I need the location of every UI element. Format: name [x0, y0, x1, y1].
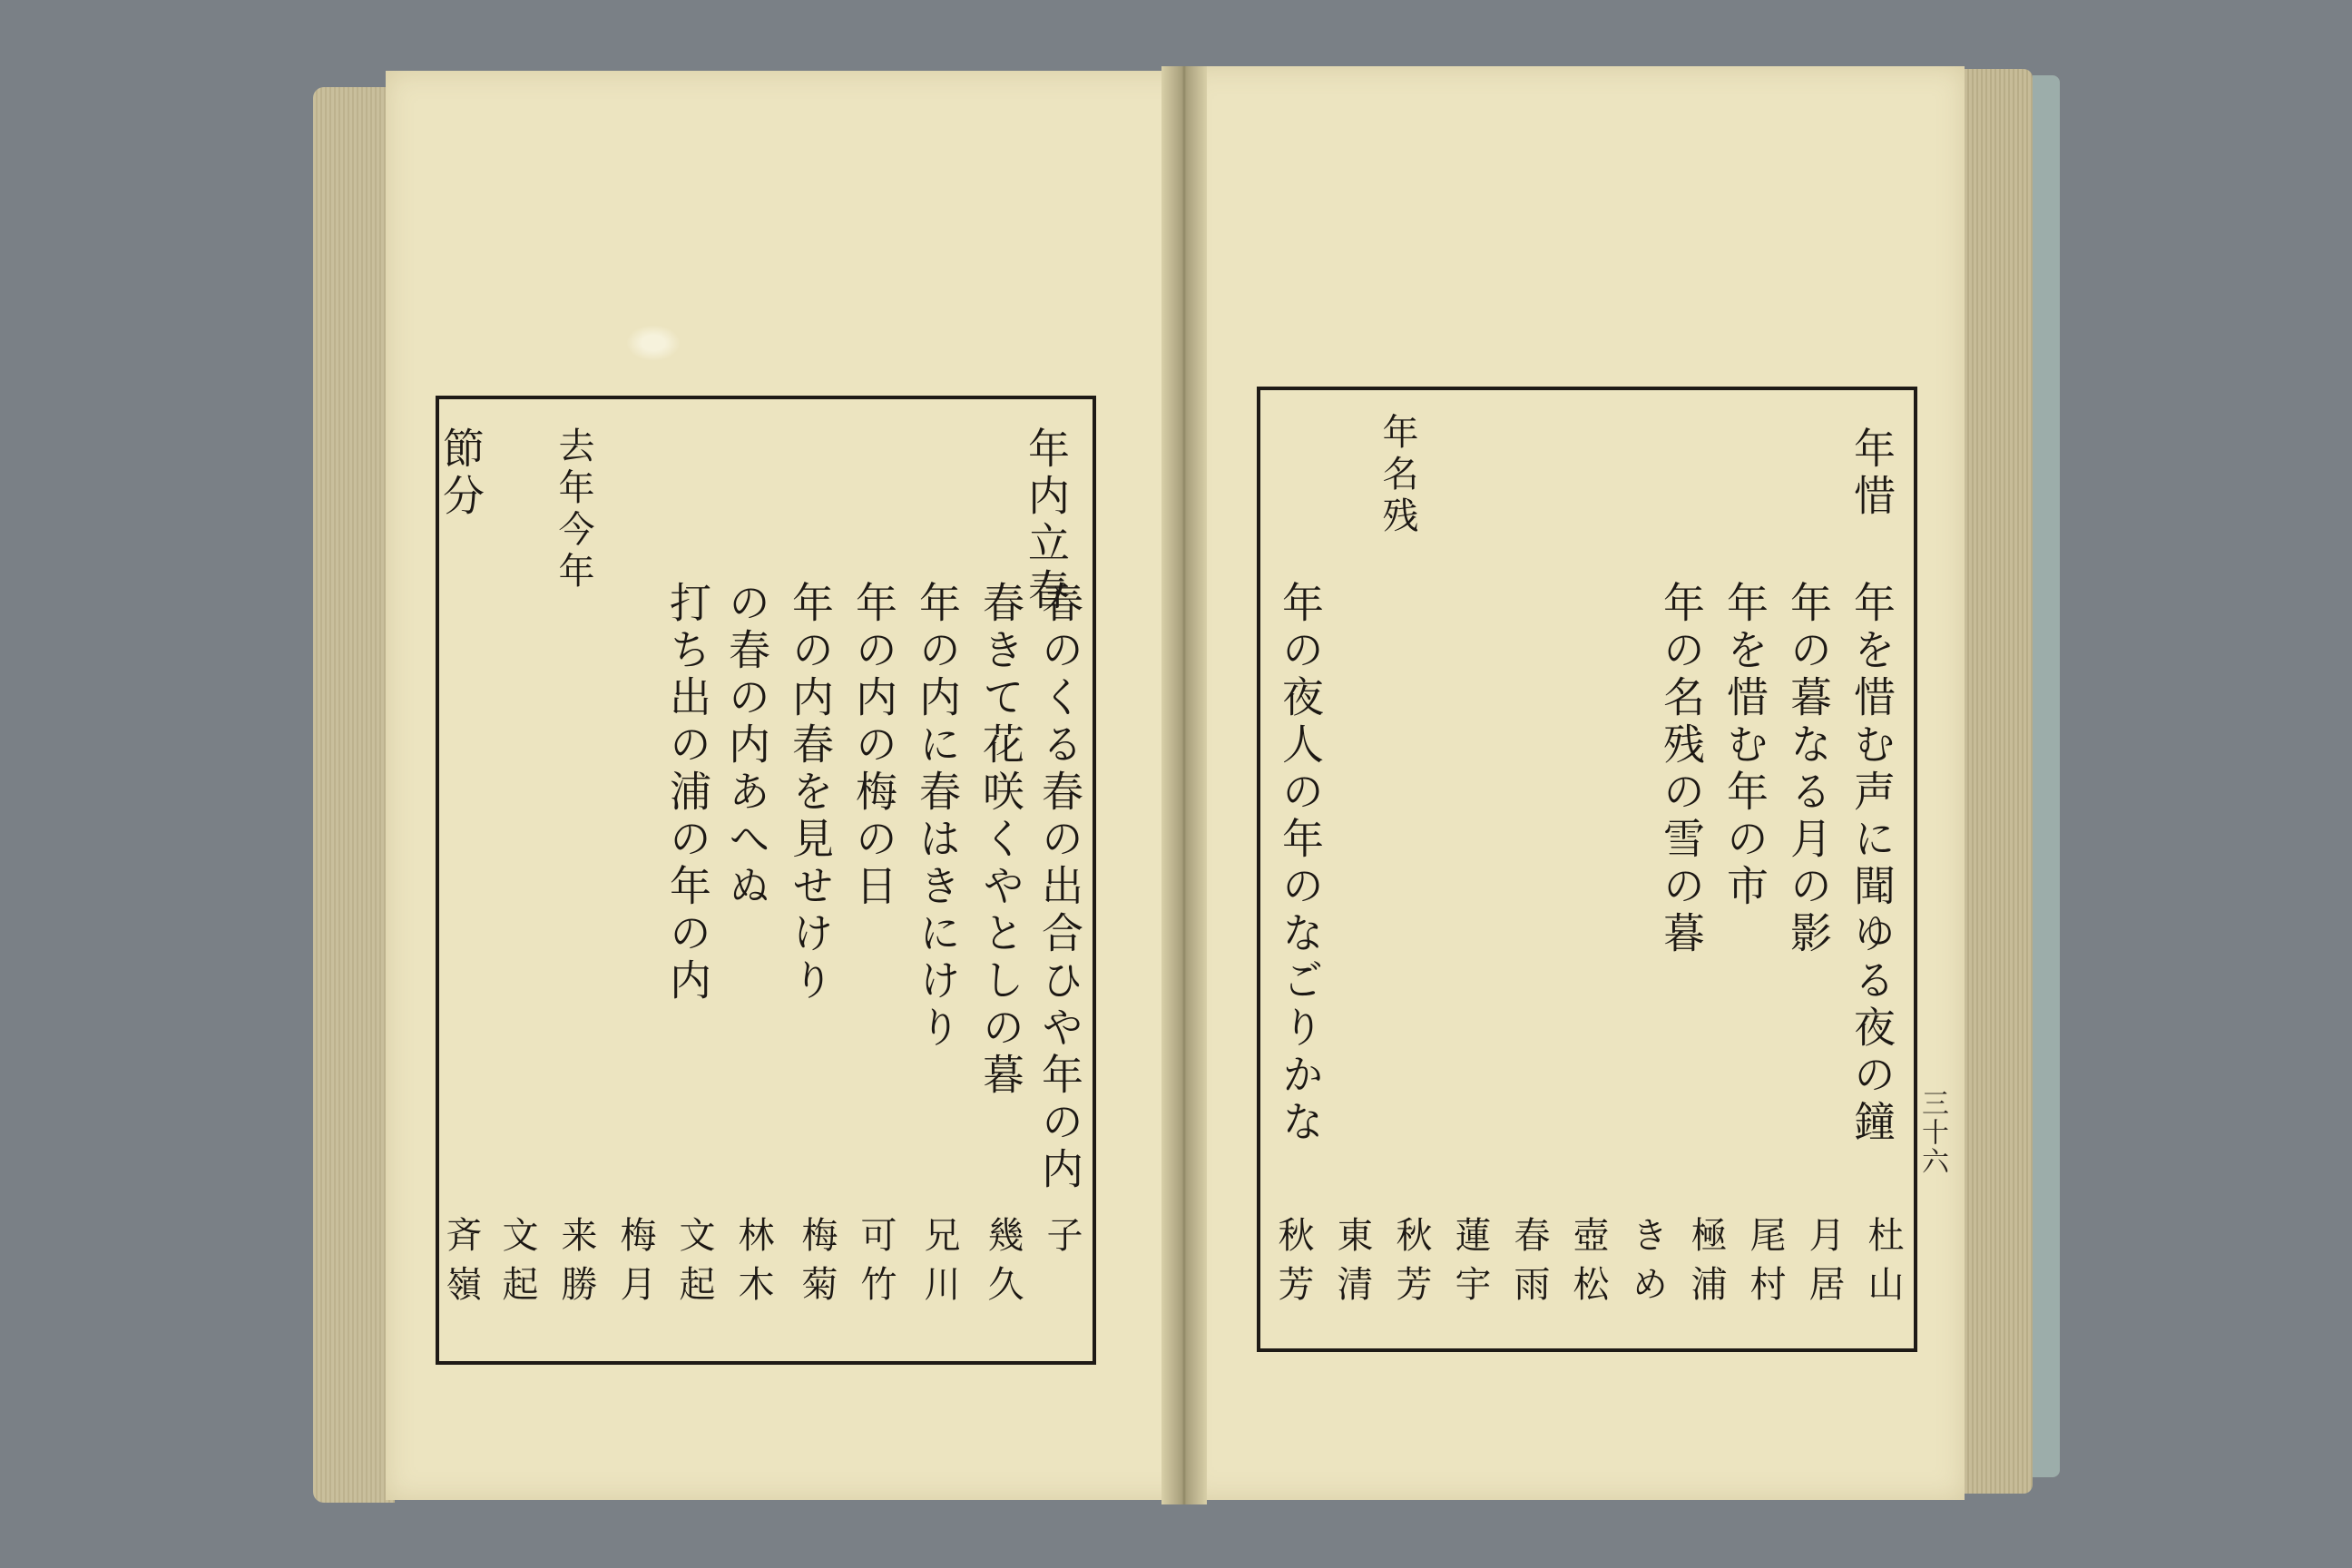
- author-name: 来勝: [555, 1216, 597, 1314]
- heading: 年名残: [1377, 413, 1418, 538]
- author-name: 東清: [1331, 1216, 1373, 1314]
- heading: 去年今年: [553, 426, 594, 593]
- author-name: 春雨: [1508, 1216, 1550, 1314]
- poem-line: 春きて花咲くやとしの暮: [976, 581, 1025, 1100]
- poem-line: 年の内春を見せけり: [786, 581, 835, 1005]
- page-edges-left: [313, 87, 395, 1503]
- poem-line: 年の名残の雪の暮: [1657, 581, 1706, 958]
- paper-blemish: [626, 325, 681, 361]
- poem-line: 年の暮なる月の影: [1784, 581, 1833, 958]
- heading: 節分: [436, 426, 485, 521]
- author-name: 極浦: [1685, 1216, 1727, 1314]
- author-name: 可竹: [855, 1216, 897, 1314]
- author-name: 梅月: [614, 1216, 656, 1314]
- author-name: 斉嶺: [440, 1216, 482, 1314]
- author-name: 杜山: [1862, 1216, 1904, 1314]
- book-cover: [2033, 75, 2060, 1477]
- author-name: 月居: [1803, 1216, 1845, 1314]
- poem-line: 年を惜む年の市: [1720, 581, 1769, 911]
- author-name: 尾村: [1744, 1216, 1786, 1314]
- author-name: きめ: [1626, 1216, 1668, 1314]
- author-name: 文起: [496, 1216, 538, 1314]
- poem-line: 春のくる春の出合ひや年の内: [1035, 581, 1084, 1194]
- heading: 年内立春: [1022, 426, 1071, 615]
- poem-line: 年の夜人の年のなごりかな: [1276, 581, 1325, 1147]
- poem-line: 年の内の梅の日: [849, 581, 898, 911]
- author-name: 蓮宇: [1449, 1216, 1491, 1314]
- poem-line: 年を惜む声に聞ゆる夜の鐘: [1847, 581, 1896, 1147]
- author-name: 梅菊: [796, 1216, 838, 1314]
- author-name: 秋芳: [1272, 1216, 1314, 1314]
- author-name: 子: [1041, 1216, 1083, 1265]
- poem-line: の春の内あへぬ: [722, 581, 771, 911]
- author-name: 秋芳: [1390, 1216, 1432, 1314]
- poem-line: 打ち出の浦の年の内: [663, 581, 712, 1005]
- author-name: 幾久: [982, 1216, 1024, 1314]
- heading: 年惜: [1847, 426, 1896, 521]
- author-name: 林木: [732, 1216, 774, 1314]
- author-name: 兄川: [918, 1216, 960, 1314]
- author-name: 壺松: [1567, 1216, 1609, 1314]
- folio-number: 三十六: [1916, 1089, 1948, 1176]
- author-name: 文起: [673, 1216, 715, 1314]
- book-gutter: [1161, 66, 1207, 1504]
- poem-line: 年の内に春はきにけり: [913, 581, 962, 1053]
